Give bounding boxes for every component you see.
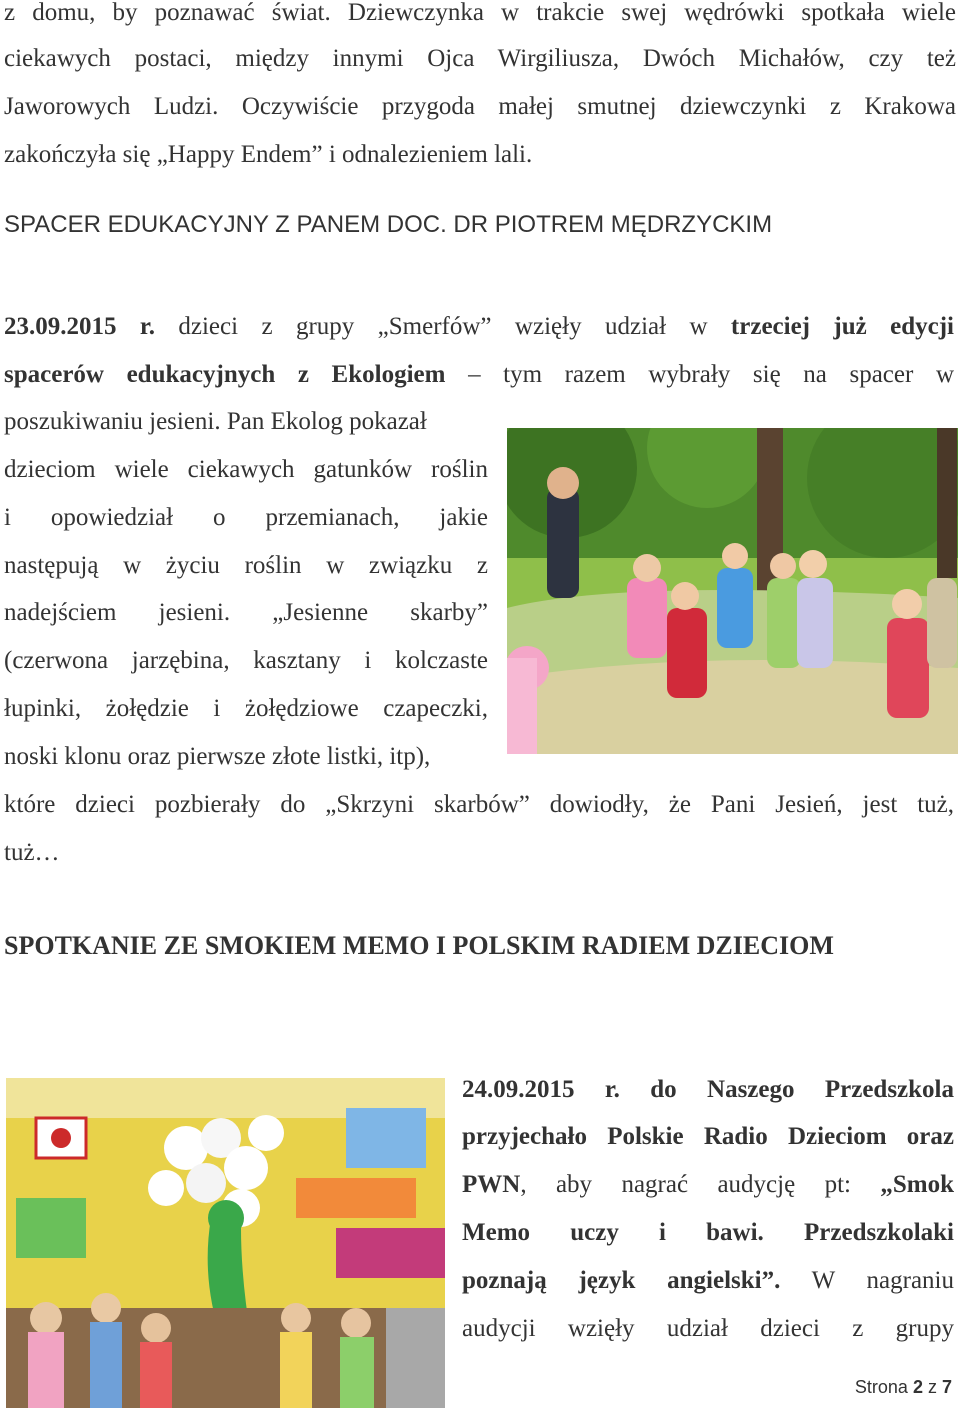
footer-sep: z — [927, 1377, 937, 1397]
walk-line-4: dzieciom wiele ciekawych gatunków roślin — [4, 456, 488, 483]
walk-line-5: i opowiedział o przemianach, jakie — [4, 504, 488, 531]
footer-label: Strona — [854, 1377, 908, 1397]
autumn-walk-photo-art — [507, 428, 958, 754]
classroom-dragon-photo — [6, 1078, 445, 1408]
radio-text-3: , aby nagrać audycję pt: — [520, 1171, 851, 1198]
intro-line-4: zakończyła się „Happy Endem” i odnalezieniem lali. — [4, 141, 533, 168]
radio-line-1 — [462, 1075, 954, 1105]
radio-line-3 — [462, 1170, 954, 1200]
footer-total: 7 — [941, 1377, 952, 1397]
radio-line-2 — [462, 1122, 954, 1152]
walk-bold-1: trzeciej już edycji — [730, 313, 954, 340]
walk-text-1: dzieci z grupy „Smerfów” wzięły udział w — [178, 313, 708, 340]
radio-title-3: „Smok — [880, 1171, 954, 1198]
walk-line-3: poszukiwaniu jesieni. Pan Ekolog pokazał — [4, 408, 427, 435]
walk-line-1 — [4, 312, 954, 342]
page-footer — [855, 1375, 952, 1399]
footer-page: 2 — [912, 1377, 923, 1397]
walk-text-2: – tym razem wybrały się na spacer w — [468, 361, 954, 388]
autumn-walk-photo — [507, 428, 958, 754]
walk-line-7: nadejściem jesieni. „Jesienne skarby” — [4, 599, 488, 626]
radio-line-6: audycji wzięły udział dzieci z grupy — [462, 1315, 954, 1342]
radio-bold-5: poznają język angielski”. — [462, 1267, 781, 1294]
classroom-dragon-photo-art — [6, 1078, 445, 1408]
intro-line-1: z domu, by poznawać świat. Dziewczynka w trakcie swej wędrówki spotkała wiele — [4, 0, 956, 26]
walk-line-11: które dzieci pozbierały do „Skrzyni skarbów” dowiodły, że Pani Jesień, jest tuż, — [4, 791, 954, 818]
section-heading-radio: SPOTKANIE ZE SMOKIEM MEMO I POLSKIM RADIEM DZIECIOM — [4, 931, 834, 960]
walk-line-6: następują w życiu roślin w związku z — [4, 552, 488, 579]
radio-bold-1: 24.09.2015 r. do Naszego Przedszkola — [462, 1076, 954, 1103]
radio-bold-4: Memo uczy i bawi. Przedszkolaki — [462, 1219, 954, 1246]
walk-bold-2: spacerów edukacyjnych z Ekologiem — [4, 361, 446, 388]
walk-line-9: łupinki, żołędzie i żołędziowe czapeczki, — [4, 695, 488, 722]
intro-line-3: Jaworowych Ludzi. Oczywiście przygoda małej smutnej dziewczynki z Krakowa — [4, 93, 956, 120]
radio-bold-3: PWN — [462, 1171, 521, 1198]
section-heading-walk: SPACER EDUKACYJNY Z PANEM DOC. DR PIOTREM MĘDRZYCKIM — [4, 211, 773, 238]
radio-text-5: W nagraniu — [811, 1267, 955, 1294]
walk-line-12: tuż… — [4, 839, 60, 866]
intro-line-2: ciekawych postaci, między innymi Ojca Wirgiliusza, Dwóch Michałów, czy też — [4, 45, 956, 72]
walk-line-10: noski klonu oraz pierwsze złote listki, itp), — [4, 743, 431, 770]
radio-line-4 — [462, 1218, 954, 1248]
walk-date: 23.09.2015 r. — [4, 313, 155, 340]
radio-bold-2: przyjechało Polskie Radio Dzieciom oraz — [462, 1123, 954, 1150]
walk-line-2 — [4, 360, 954, 390]
radio-line-5 — [462, 1266, 954, 1296]
walk-line-8: (czerwona jarzębina, kasztany i kolczaste — [4, 647, 488, 674]
